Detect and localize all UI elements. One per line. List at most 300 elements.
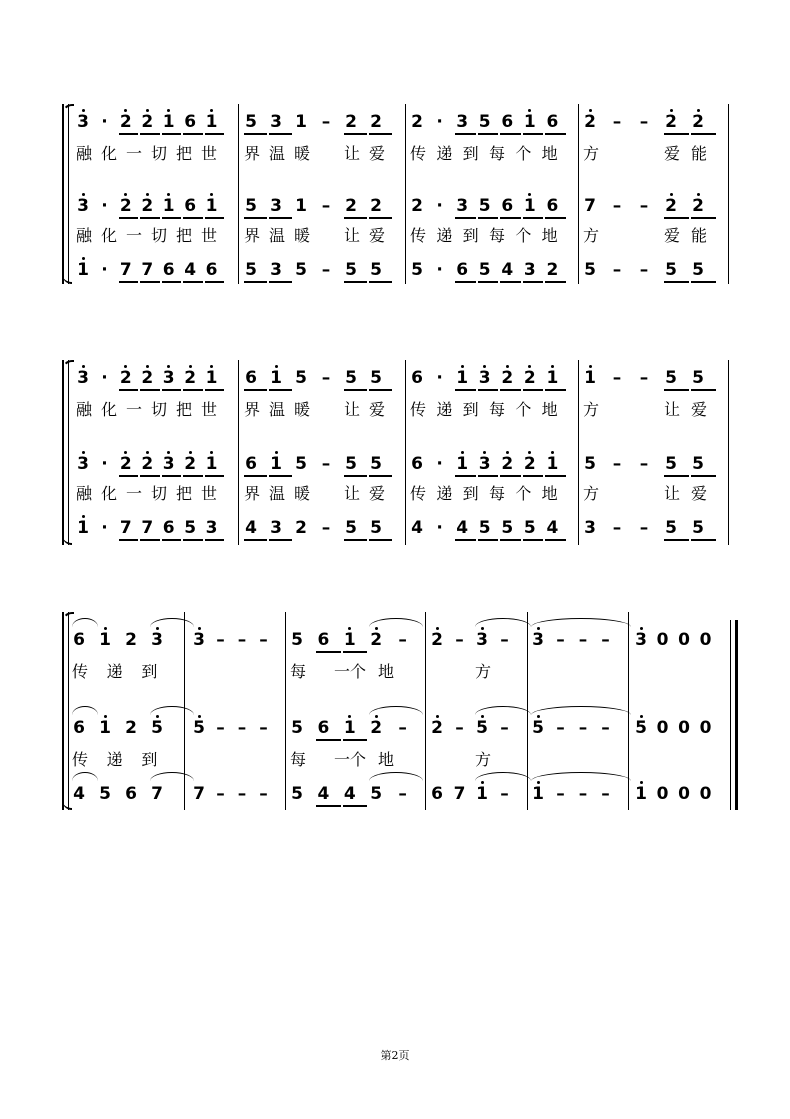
note: 6 — [317, 718, 330, 738]
note: 0 — [656, 630, 669, 650]
lyric: 每 — [290, 662, 307, 681]
note: 7 — [119, 518, 132, 538]
lyric: 传 — [410, 226, 427, 245]
note: 3 — [270, 518, 282, 538]
lyric: 把 — [176, 144, 193, 163]
note: 7 — [141, 518, 154, 538]
note: 6 — [546, 196, 559, 216]
note: 1 — [343, 630, 356, 650]
underline-beat — [500, 475, 521, 477]
barline — [285, 612, 286, 810]
underline-beat — [369, 475, 392, 477]
note: 5 — [665, 368, 677, 388]
note: 3 — [205, 518, 218, 538]
dotted-note-dot: · — [101, 518, 108, 538]
octave-dot — [82, 515, 85, 518]
dash-note: – — [601, 784, 610, 804]
underline-beat — [183, 133, 202, 135]
octave-dot — [697, 193, 700, 196]
lyric: 世 — [201, 400, 218, 419]
lyric: 化 — [101, 484, 118, 503]
lyric: 到 — [141, 750, 158, 769]
note: 6 — [245, 454, 257, 474]
note: 5 — [184, 518, 197, 538]
underline-beat — [691, 389, 716, 391]
underline-beat — [244, 133, 267, 135]
note: 7 — [584, 196, 596, 216]
dotted-note-dot: · — [436, 112, 443, 132]
lyric: 融 — [76, 484, 93, 503]
note: 2 — [431, 718, 443, 738]
underline-beat — [500, 133, 521, 135]
underline-beat — [244, 281, 267, 283]
lyric: 到 — [462, 226, 479, 245]
barline — [578, 104, 579, 284]
dash-note: – — [612, 196, 622, 216]
underline-beat — [162, 475, 181, 477]
dash-note: – — [321, 112, 331, 132]
lyric: 递 — [436, 144, 453, 163]
note: 5 — [692, 260, 704, 280]
note: 3 — [270, 260, 282, 280]
tie — [475, 618, 531, 627]
note: 5 — [295, 454, 307, 474]
underline-beat — [269, 539, 292, 541]
dash-note: – — [321, 196, 331, 216]
note: 5 — [99, 784, 111, 804]
lyric: 让 — [664, 400, 681, 419]
note: 6 — [317, 630, 330, 650]
note: 1 — [546, 454, 559, 474]
note: 3 — [162, 454, 175, 474]
dash-note: – — [216, 630, 225, 650]
dash-note: – — [556, 718, 565, 738]
note: 5 — [245, 112, 257, 132]
note: 0 — [678, 784, 690, 804]
octave-dot — [375, 715, 378, 718]
underline-beat — [523, 133, 544, 135]
note: 5 — [665, 260, 677, 280]
octave-dot — [156, 627, 159, 630]
dash-note: – — [455, 718, 464, 738]
tie — [475, 772, 531, 781]
underline-beat — [140, 389, 159, 391]
tie — [150, 772, 194, 781]
lyric: 爱 — [664, 144, 681, 163]
note: 3 — [523, 260, 536, 280]
underline-beat — [369, 133, 392, 135]
note: 3 — [162, 368, 175, 388]
note: 0 — [699, 630, 712, 650]
note: 7 — [193, 784, 205, 804]
note: 5 — [523, 518, 536, 538]
lyric: 个 — [515, 484, 532, 503]
lyric: 到 — [462, 144, 479, 163]
octave-dot — [436, 627, 439, 630]
lyric: 世 — [201, 484, 218, 503]
note: 1 — [99, 630, 111, 650]
lyric: 每 — [489, 144, 506, 163]
underline-beat — [664, 475, 689, 477]
lyric: 递 — [436, 226, 453, 245]
note: 5 — [584, 260, 596, 280]
octave-dot — [189, 451, 192, 454]
dash-note: – — [639, 518, 649, 538]
lyric: 世 — [201, 144, 218, 163]
octave-dot — [146, 193, 149, 196]
note: 5 — [478, 196, 491, 216]
underline-beat — [244, 389, 267, 391]
underline-beat — [523, 475, 544, 477]
lyric: 个 — [515, 226, 532, 245]
note: 5 — [635, 718, 647, 738]
dash-note: – — [237, 784, 247, 804]
system-brace — [58, 360, 70, 545]
note: 2 — [370, 630, 383, 650]
underline-beat — [269, 475, 292, 477]
note: 2 — [345, 196, 357, 216]
note: 2 — [411, 112, 423, 132]
lyric: 地 — [541, 484, 558, 503]
underline-beat — [664, 133, 689, 135]
octave-dot — [275, 365, 278, 368]
dash-note: – — [500, 718, 509, 738]
octave-dot — [156, 715, 159, 718]
note: 3 — [456, 196, 469, 216]
underline-beat — [344, 217, 367, 219]
note: 3 — [635, 630, 647, 650]
underline-beat — [369, 389, 392, 391]
underline-beat — [140, 217, 159, 219]
note: 2 — [345, 112, 357, 132]
dash-note: – — [612, 454, 622, 474]
note: 6 — [546, 112, 559, 132]
lyric: 切 — [151, 400, 168, 419]
lyric: 融 — [76, 226, 93, 245]
lyric: 地 — [541, 144, 558, 163]
lyric: 传 — [410, 484, 427, 503]
note: 5 — [478, 260, 491, 280]
octave-dot — [82, 193, 85, 196]
note: 3 — [151, 630, 163, 650]
lyric: 每 — [489, 226, 506, 245]
lyric: 方 — [583, 400, 600, 419]
barline — [405, 360, 406, 545]
underline-beat — [140, 133, 159, 135]
lyric: 方 — [475, 662, 492, 681]
note: 2 — [370, 196, 382, 216]
note: 3 — [478, 454, 491, 474]
note: 6 — [501, 112, 514, 132]
underline-beat — [455, 539, 476, 541]
underline-beat — [500, 539, 521, 541]
note: 1 — [295, 196, 307, 216]
underline-beat — [478, 217, 499, 219]
octave-dot — [82, 257, 85, 260]
dotted-note-dot: · — [436, 454, 443, 474]
note: 6 — [73, 630, 85, 650]
note: 0 — [678, 630, 690, 650]
underline-beat — [343, 805, 367, 807]
note: 6 — [162, 518, 175, 538]
underline-beat — [523, 217, 544, 219]
lyric: 方 — [583, 484, 600, 503]
lyric: 到 — [141, 662, 158, 681]
lyric: 爱 — [369, 226, 386, 245]
underline-beat — [478, 281, 499, 283]
note: 2 — [523, 454, 536, 474]
octave-dot — [189, 365, 192, 368]
note: 5 — [478, 112, 491, 132]
note: 5 — [370, 784, 383, 804]
note: 2 — [665, 112, 677, 132]
dash-note: – — [612, 112, 622, 132]
lyric: 暖 — [294, 226, 311, 245]
dash-note: – — [321, 454, 331, 474]
note: 3 — [476, 630, 488, 650]
octave-dot — [640, 627, 643, 630]
note: 2 — [692, 196, 704, 216]
octave-dot — [670, 193, 673, 196]
note: 6 — [411, 368, 423, 388]
note: 0 — [699, 718, 712, 738]
underline-beat — [523, 389, 544, 391]
note: 1 — [295, 112, 307, 132]
note: 5 — [478, 518, 491, 538]
underline-beat — [269, 217, 292, 219]
underline-beat — [119, 217, 138, 219]
lyric: 爱 — [664, 226, 681, 245]
barline — [238, 104, 239, 284]
note: 1 — [99, 718, 111, 738]
note: 5 — [370, 518, 382, 538]
underline-beat — [162, 539, 181, 541]
underline-beat — [343, 739, 367, 741]
note: 1 — [546, 368, 559, 388]
note: 1 — [162, 112, 175, 132]
dash-note: – — [237, 630, 247, 650]
underline-beat — [478, 475, 499, 477]
slur — [72, 706, 98, 715]
dotted-note-dot: · — [101, 368, 108, 388]
lyric: 方 — [583, 144, 600, 163]
lyric: 把 — [176, 484, 193, 503]
underline-beat — [119, 281, 138, 283]
note: 5 — [245, 260, 257, 280]
lyric: 让 — [344, 144, 361, 163]
underline-beat — [162, 389, 181, 391]
dotted-note-dot: · — [436, 518, 443, 538]
lyric: 递 — [436, 484, 453, 503]
note: 6 — [205, 260, 218, 280]
octave-dot — [146, 109, 149, 112]
dotted-note-dot: · — [101, 112, 108, 132]
note: 5 — [370, 368, 382, 388]
note: 3 — [77, 454, 89, 474]
octave-dot — [697, 109, 700, 112]
barline — [425, 612, 426, 810]
tie — [531, 772, 631, 781]
lyric: 融 — [76, 144, 93, 163]
underline-beat — [545, 133, 566, 135]
note: 1 — [77, 518, 89, 538]
underline-beat — [545, 281, 566, 283]
note: 5 — [411, 260, 423, 280]
underline-beat — [664, 539, 689, 541]
lyric: 爱 — [369, 400, 386, 419]
tie — [369, 618, 423, 627]
note: 3 — [270, 196, 282, 216]
octave-dot — [537, 715, 540, 718]
note: 5 — [291, 784, 303, 804]
underline-beat — [369, 539, 392, 541]
note: 3 — [270, 112, 282, 132]
note: 0 — [699, 784, 712, 804]
note: 2 — [584, 112, 596, 132]
dash-note: – — [639, 368, 649, 388]
note: 3 — [193, 630, 205, 650]
octave-dot — [537, 781, 540, 784]
lyric: 传 — [410, 144, 427, 163]
note: 5 — [692, 454, 704, 474]
note: 1 — [456, 454, 469, 474]
note: 6 — [125, 784, 137, 804]
underline-beat — [205, 389, 224, 391]
note: 2 — [119, 196, 132, 216]
lyric: 温 — [269, 484, 286, 503]
lyric: 一个 — [334, 662, 367, 681]
note: 5 — [584, 454, 596, 474]
octave-dot — [506, 365, 509, 368]
octave-dot — [198, 715, 201, 718]
note: 5 — [501, 518, 514, 538]
lyric: 地 — [541, 226, 558, 245]
dash-note: – — [601, 630, 610, 650]
lyric: 化 — [101, 144, 118, 163]
note: 1 — [205, 368, 218, 388]
note: 3 — [532, 630, 544, 650]
note: 5 — [692, 368, 704, 388]
underline-beat — [545, 539, 566, 541]
octave-dot — [481, 781, 484, 784]
lyric: 每 — [290, 750, 307, 769]
note: 1 — [270, 454, 282, 474]
lyric: 温 — [269, 144, 286, 163]
note: 5 — [245, 196, 257, 216]
dotted-note-dot: · — [101, 454, 108, 474]
note: 4 — [343, 784, 356, 804]
underline-beat — [545, 475, 566, 477]
note: 5 — [291, 718, 303, 738]
dash-note: – — [259, 718, 268, 738]
underline-beat — [269, 281, 292, 283]
note: 6 — [501, 196, 514, 216]
underline-beat — [205, 217, 224, 219]
octave-dot — [551, 451, 554, 454]
lyric: 让 — [344, 226, 361, 245]
lyric: 一 — [126, 400, 143, 419]
note: 4 — [546, 518, 559, 538]
underline-beat — [316, 739, 340, 741]
underline-beat — [140, 281, 159, 283]
underline-beat — [455, 217, 476, 219]
dash-note: – — [321, 518, 331, 538]
dash-note: – — [237, 718, 247, 738]
lyric: 世 — [201, 226, 218, 245]
note: 6 — [456, 260, 469, 280]
octave-dot — [589, 365, 592, 368]
lyric: 递 — [106, 662, 123, 681]
note: 7 — [453, 784, 466, 804]
underline-beat — [369, 217, 392, 219]
note: 5 — [370, 260, 382, 280]
underline-beat — [545, 389, 566, 391]
underline-beat — [500, 217, 521, 219]
octave-dot — [551, 365, 554, 368]
dash-note: – — [578, 784, 588, 804]
barline — [728, 104, 729, 284]
note: 5 — [151, 718, 163, 738]
lyric: 让 — [344, 400, 361, 419]
note: 4 — [73, 784, 85, 804]
note: 7 — [119, 260, 132, 280]
note: 0 — [678, 718, 690, 738]
tie — [150, 706, 194, 715]
dash-note: – — [321, 260, 331, 280]
underline-beat — [455, 389, 476, 391]
underline-beat — [691, 475, 716, 477]
lyric: 地 — [378, 750, 395, 769]
note: 1 — [162, 196, 175, 216]
note: 1 — [205, 112, 218, 132]
note: 2 — [692, 112, 704, 132]
note: 2 — [295, 518, 307, 538]
note: 2 — [665, 196, 677, 216]
note: 2 — [119, 368, 132, 388]
slur — [72, 618, 98, 627]
note: 6 — [411, 454, 423, 474]
octave-dot — [506, 451, 509, 454]
note: 1 — [523, 112, 536, 132]
dash-note: – — [601, 718, 610, 738]
lyric: 切 — [151, 226, 168, 245]
octave-dot — [82, 365, 85, 368]
note: 5 — [291, 630, 303, 650]
underline-beat — [183, 281, 202, 283]
note: 3 — [584, 518, 596, 538]
lyric: 化 — [101, 226, 118, 245]
note: 1 — [523, 196, 536, 216]
underline-beat — [500, 281, 521, 283]
underline-beat — [119, 539, 138, 541]
dash-note: – — [639, 454, 649, 474]
octave-dot — [104, 627, 107, 630]
note: 2 — [141, 368, 154, 388]
octave-dot — [82, 451, 85, 454]
note: 2 — [141, 454, 154, 474]
underline-beat — [478, 133, 499, 135]
dash-note: – — [612, 260, 622, 280]
lyric: 到 — [462, 400, 479, 419]
lyric: 到 — [462, 484, 479, 503]
tie — [150, 618, 194, 627]
note: 6 — [431, 784, 443, 804]
octave-dot — [375, 627, 378, 630]
octave-dot — [146, 451, 149, 454]
note: 2 — [125, 718, 137, 738]
note: 4 — [456, 518, 469, 538]
dash-note: – — [216, 718, 225, 738]
